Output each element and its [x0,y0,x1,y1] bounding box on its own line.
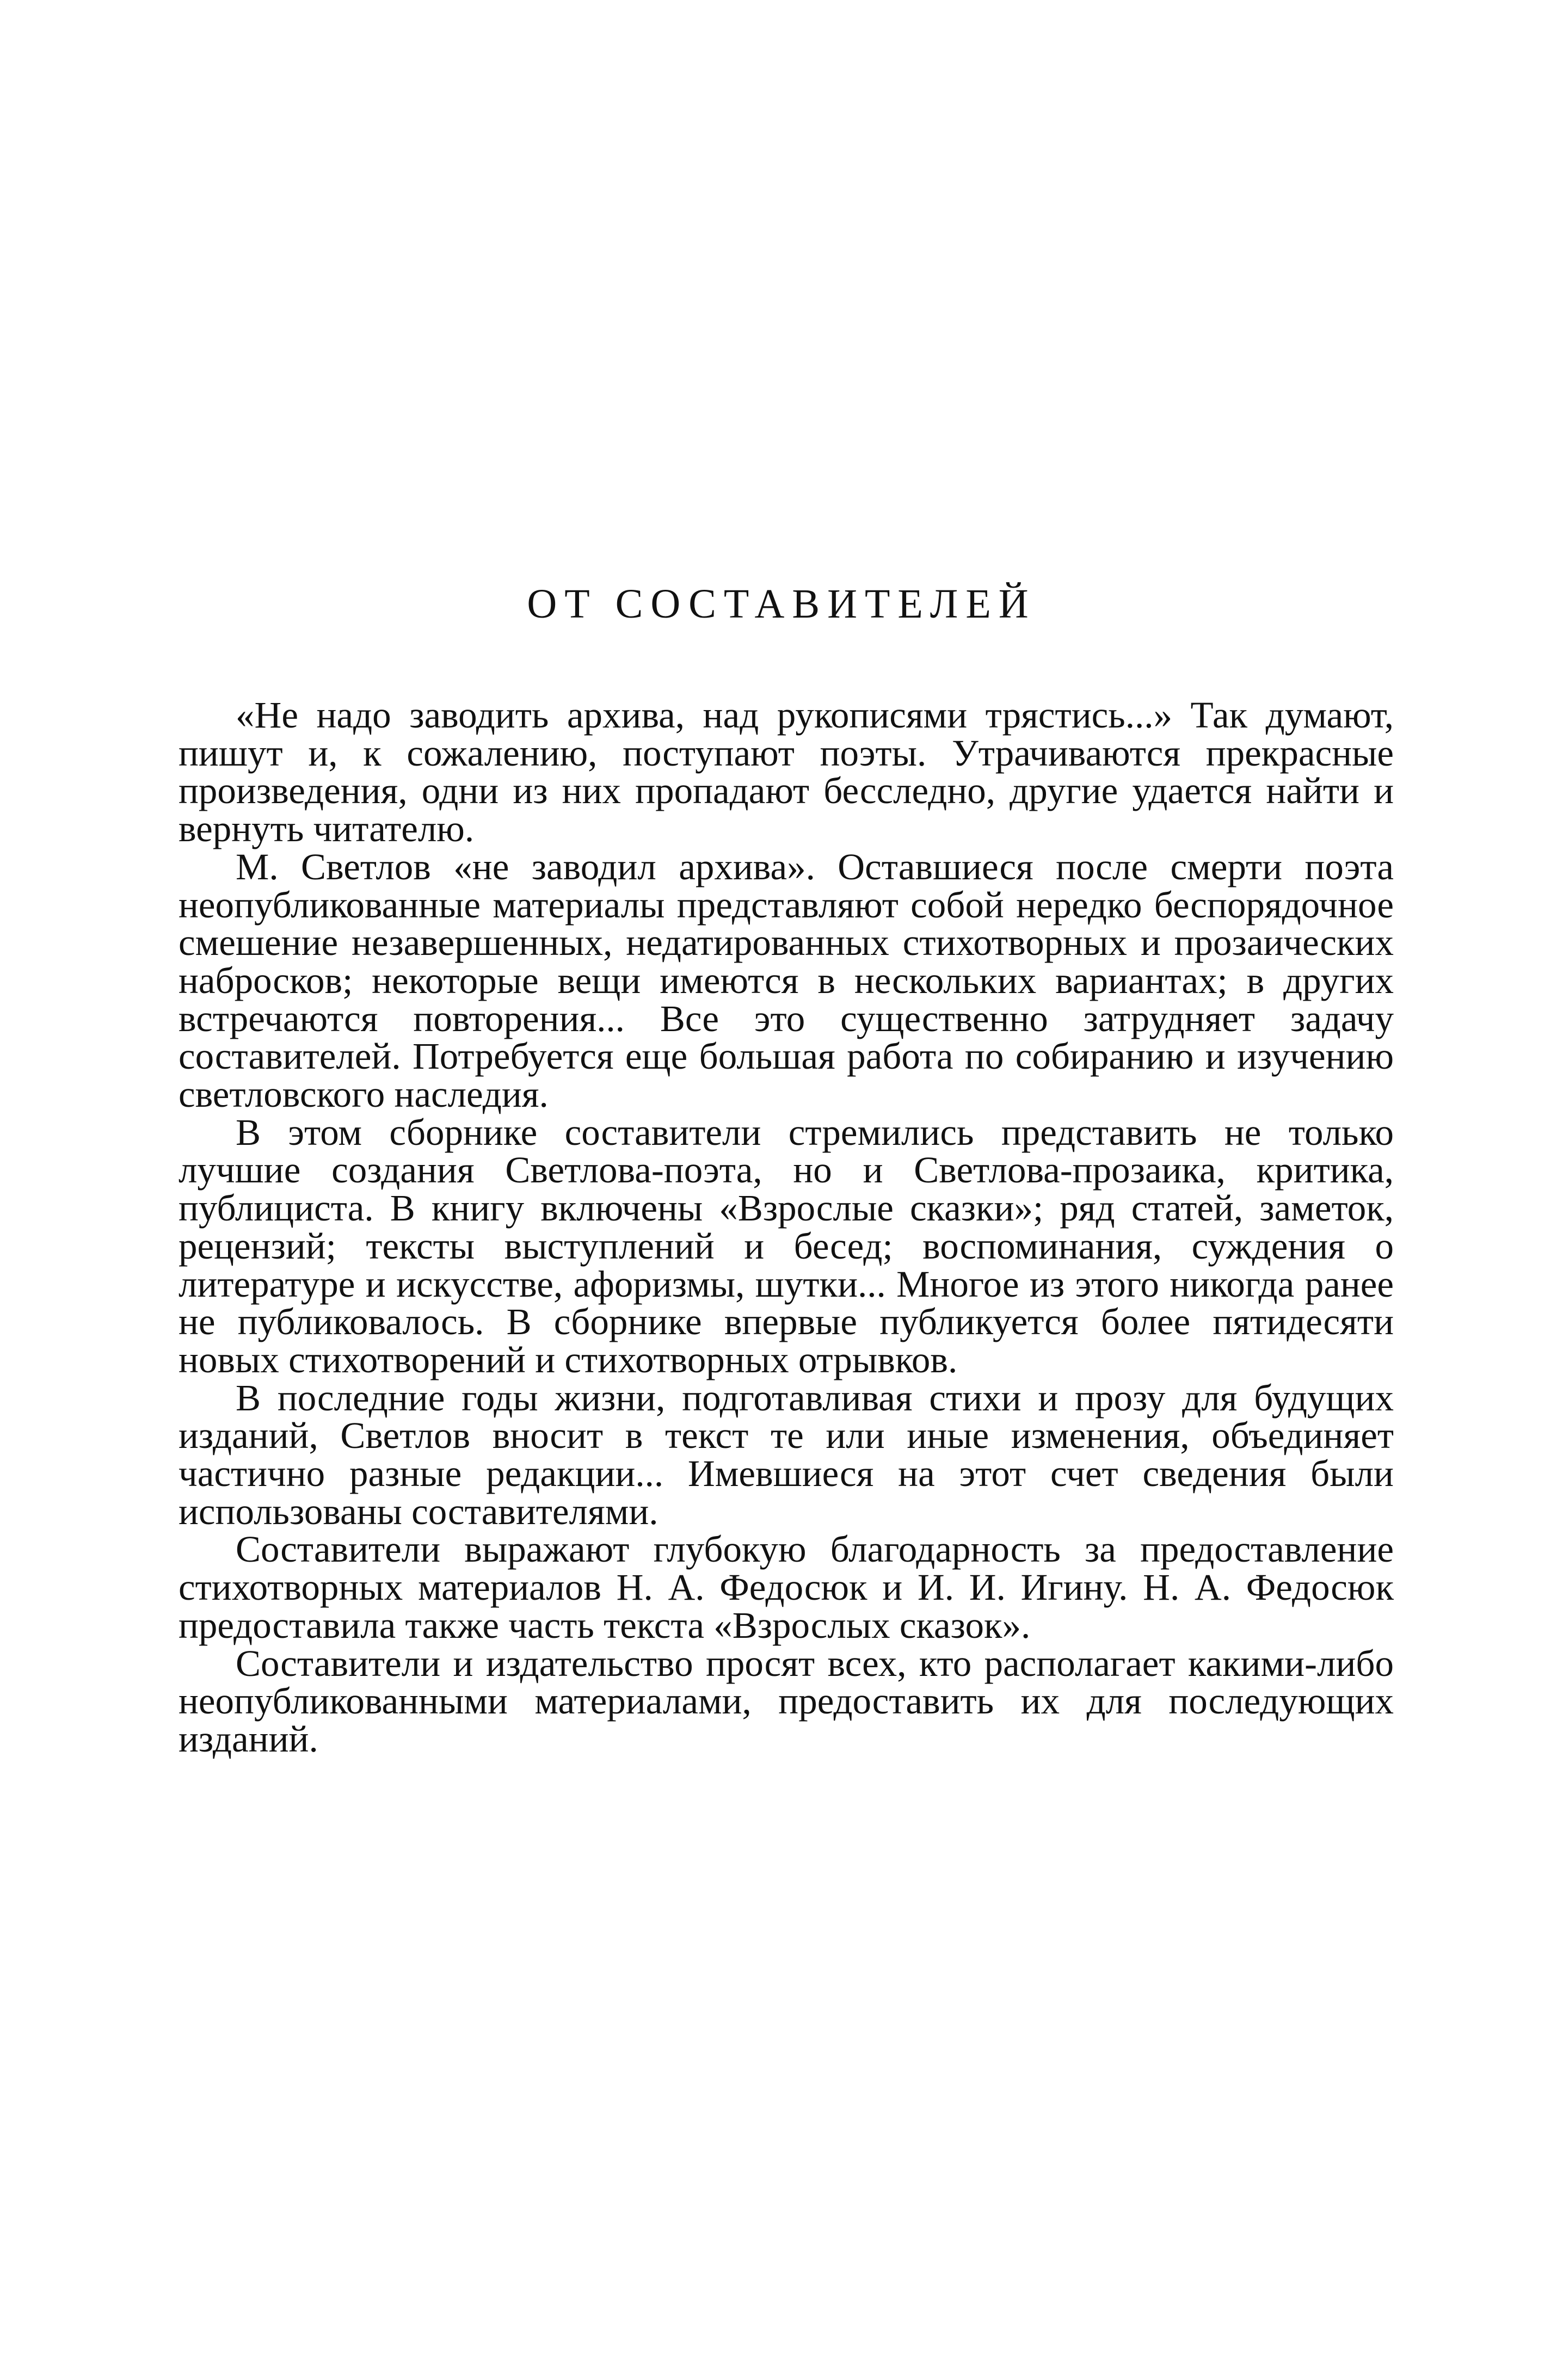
page-title: ОТ СОСТАВИТЕЛЕЙ [527,581,1036,627]
paragraph-6: Составители и издательство просят всех, кто располагает какими-либо неопубликованными материалами, предоставить их для последующих изданий. [179,1642,1394,1760]
paragraph-1: «Не надо заводить архива, над рукописями трястись...» Так думают, пишут и, к сожалению, поступают поэты. Утрачиваются прекрасные произведения, одни из них пропадают бесследно, другие удается найти и вернуть читателю. [179,694,1394,850]
paragraph-5: Составители выражают глубокую благодарность за предоставление стихотворных материалов Н. А. Федосюк и И. И. Игину. Н. А. Федосюк предоставила также часть текста «Взрослых сказок». [179,1528,1394,1646]
paragraph-3: В этом сборнике составители стремились представить не только лучшие создания Светлова-поэта, но и Светлова-прозаика, критика, публициста. В книгу включены «Взрослые сказки»; ряд статей, заметок, рецензий; тексты выступлений и бесед; воспоминания, суждения о литературе и искусстве, афоризмы, шутки... Многое из этого никогда ранее не публиковалось. В сборнике впервые публикуется более пятидесяти новых стихотворений и стихотворных отрывков. [179,1111,1394,1380]
body-text [179,696,1394,1759]
paragraph-2: М. Светлов «не заводил архива». Оставшиеся после смерти поэта неопубликованные материалы представляют собой нередко беспорядочное смешение незавершенных, недатированных стихотворных и прозаических набросков; некоторые вещи имеются в нескольких вариантах; в других встречаются повторения... Все это существенно затрудняет задачу составителей. Потребуется еще большая работа по собиранию и изучению светловского наследия. [179,846,1394,1115]
paragraph-4: В последние годы жизни, подготавливая стихи и прозу для будущих изданий, Светлов вносит в текст те или иные изменения, объединяет частично разные редакции... Имевшиеся на этот счет сведения были использованы составителями. [179,1377,1394,1532]
